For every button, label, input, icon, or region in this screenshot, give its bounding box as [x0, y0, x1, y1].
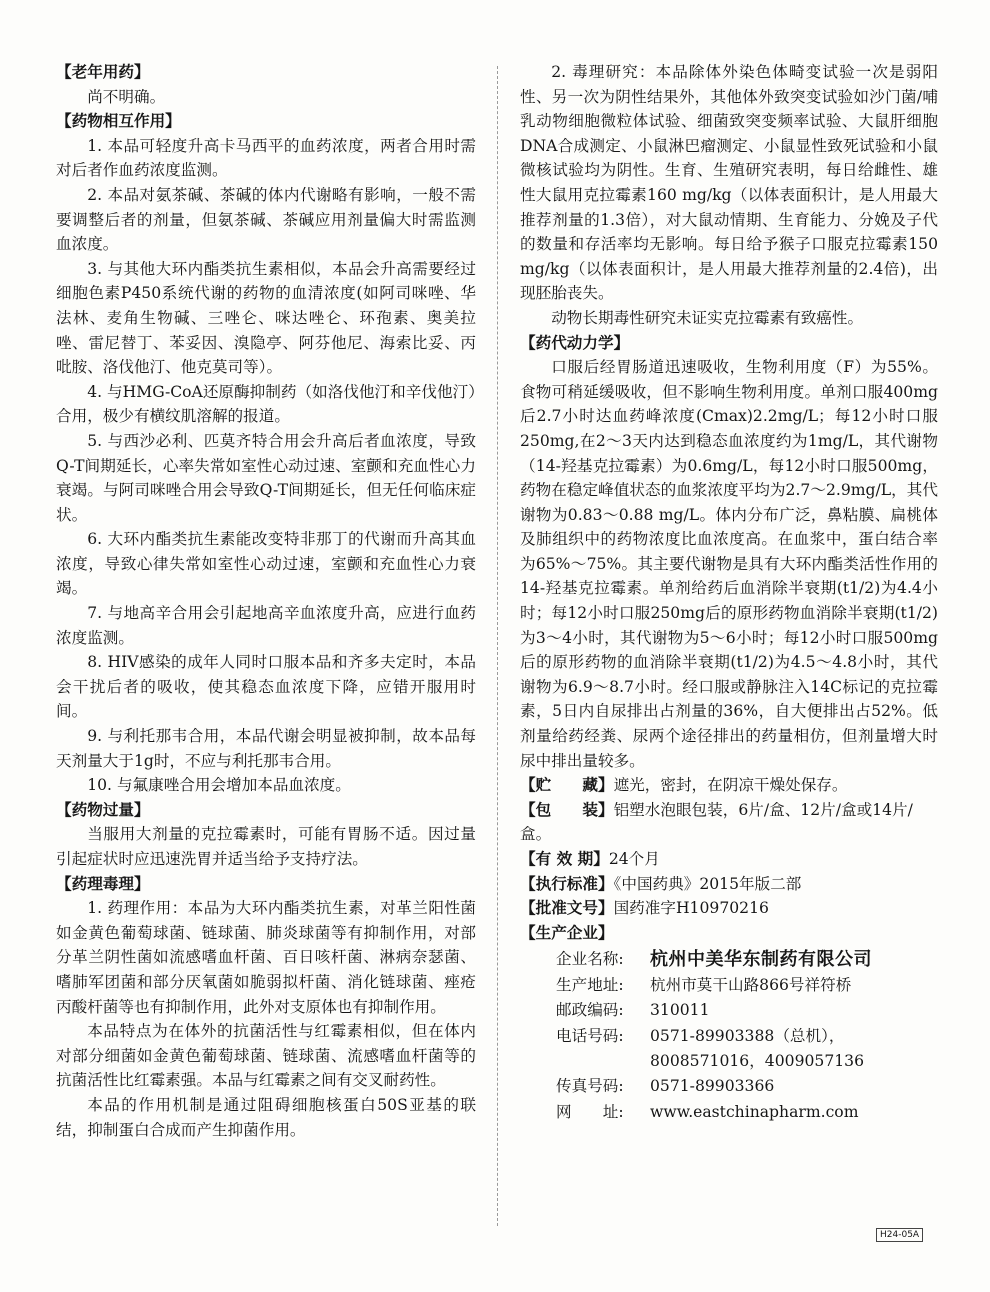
section-heading: 【老年用药】 [56, 63, 150, 81]
paragraph: 2. 本品对氨茶碱、茶碱的体内代谢略有影响，一般不需要调整后者的剂量，但氨茶碱、茶碱应用剂量偏大时需监测血浓度。 [56, 185, 476, 254]
company-web: www.eastchinapharm.com [650, 1102, 859, 1121]
left-column [56, 60, 476, 1142]
paragraph: 动物长期毒性研究未证实克拉霉素有致癌性。 [551, 308, 864, 327]
company-phone-1: 0571-89903388（总机）， [650, 1026, 845, 1045]
company-name: 杭州中美华东制药有限公司 [650, 949, 872, 971]
info-field [520, 896, 938, 921]
company-address-row [556, 973, 938, 998]
paragraph: 10. 与氟康唑合用会增加本品血浓度。 [87, 776, 351, 795]
company-info [520, 947, 938, 1125]
paragraph: 8. HIV感染的成年人同时口服本品和齐多夫定时，本品会干扰后者的吸收，使其稳态血浓度下降，应错开服用时间。 [56, 653, 476, 721]
company-address: 杭州市莫干山路866号祥符桥 [650, 975, 852, 994]
right-column [520, 60, 938, 1125]
paragraph: 尚不明确。 [87, 87, 166, 106]
company-phone-row [556, 1024, 938, 1075]
paragraph: 9. 与利托那韦合用，本品代谢会明显被抑制，故本品每天剂量大于1g时，不应与利托那韦合用。 [56, 727, 476, 770]
company-fax-row [556, 1074, 938, 1099]
company-name-label: 企业名称: [556, 950, 624, 969]
company-phone-label: 电话号码: [556, 1026, 624, 1045]
section-heading: 【药物过量】 [56, 800, 150, 819]
info-field-label: 【有 效 期】 [520, 850, 609, 868]
info-field-label: 【执行标准】 [520, 874, 614, 893]
column-divider [497, 66, 498, 1226]
company-phone [650, 1024, 938, 1075]
info-field [520, 773, 938, 798]
info-field [520, 798, 938, 847]
info-field-label: 【批准文号】 [520, 899, 614, 918]
info-field-value: 遮光，密封，在阴凉干燥处保存。 [613, 776, 848, 795]
paragraph: 7. 与地高辛合用会引起地高辛血浓度升高，应进行血药浓度监测。 [56, 604, 476, 647]
company-web-label: 网 址: [556, 1102, 624, 1121]
company-postcode: 310011 [650, 1001, 710, 1020]
paragraph: 1. 本品可轻度升高卡马西平的血药浓度，两者合用时需对后者作血药浓度监测。 [56, 136, 476, 180]
info-field [520, 872, 938, 897]
paragraph: 6. 大环内酯类抗生素能改变特非那丁的代谢而升高其血浓度，导致心律失常如室性心动过速，室颤和充血性心力衰竭。 [56, 530, 476, 598]
paragraph: 5. 与西沙必利、匹莫齐特合用会升高后者血浓度，导致Q-T间期延长，心率失常如室性心动过速、室颤和充血性心力衰竭。与阿司咪唑合用会导致Q-T间期延长，但无任何临床症状。 [56, 431, 476, 524]
paragraph: 当服用大剂量的克拉霉素时，可能有胃肠不适。因过量引起症状时应迅速洗胃并适当给予支持疗法。 [56, 825, 476, 868]
paragraph: 口服后经胃肠道迅速吸收，生物利用度（F）为55%。食物可稍延缓吸收，但不影响生物利用度。单剂口服400mg后2.7小时达血药峰浓度(Cmax)2.2mg/L；每12小时口服250mg,在2～3天内达到稳态血浓度约为1mg/L，其代谢物（14-羟基克拉霉素）为0.6mg/L，每12小时口服500mg，药物在稳定峰值状态的血浆浓度平均为2.7～2.9mg/L，其代谢物为0.83～0.88 mg/L。体内分布广泛，鼻粘膜、扁桃体及肺组织中的药物浓度比血浓度高。在血浆中，蛋白结合率为65%～75%。其主要代谢物是具有大环内酯类活性作用的14-羟基克拉霉素。单剂给药后血消除半衰期(t1/2)为4.4小时；每12小时口服250mg后的原形药物血消除半衰期(t1/2)为3～4小时，其代谢物为5～6小时；每12小时口服500mg后的原形药物的血消除半衰期(t1/2)为4.5～4.8小时，其代谢物为6.9～8.7小时。经口服或静脉注入14C标记的克拉霉素，5日内自尿排出占剂量的36%，自大便排出占52%。低剂量给药经粪、尿两个途径排出的药量相仿，但剂量增大时尿中排出量较多。 [520, 358, 938, 770]
paragraph: 2. 毒理研究：本品除体外染色体畸变试验一次是弱阳性、另一次为阴性结果外，其他体外致突变试验如沙门菌/哺乳动物细胞微粒体试验、细菌致突变频率试验、大鼠肝细胞DNA合成测定、小鼠淋巴瘤测定、小鼠显性致死试验和小鼠微核试验均为阴性。生育、生殖研究表明，每日给雌性、雄性大鼠用克拉霉素160 mg/kg（以体表面积计，是人用最大推荐剂量的1.3倍），对大鼠动情期、生育能力、分娩及子代的数量和存活率均无影响。每日给予猴子口服克拉霉素150 mg/kg（以体表面积计，是人用最大推荐剂量的2.4倍)，出现胚胎丧失。 [520, 63, 938, 303]
company-address-label: 生产地址: [556, 975, 624, 994]
info-field-value: 《中国药典》2015年版二部 [613, 874, 802, 893]
paragraph: 1. 药理作用：本品为大环内酯类抗生素，对革兰阳性菌如金黄色葡萄球菌、链球菌、肺炎球菌等有抑制作用，对部分革兰阴性菌如流感嗜血杆菌、百日咳杆菌、淋病奈瑟菌、嗜肺军团菌和部分厌氧菌如脆弱拟杆菌、消化链球菌、痤疮丙酸杆菌等也有抑制作用，此外对支原体也有抑制作用。 [56, 899, 476, 1016]
info-field-label: 【包 装】 [520, 800, 614, 819]
paragraph: 本品的作用机制是通过阻碍细胞核蛋白50S亚基的联结，抑制蛋白合成而产生抑菌作用。 [56, 1095, 476, 1139]
info-field-label: 【贮 藏】 [520, 776, 614, 795]
section-heading: 【生产企业】 [520, 923, 614, 942]
section-heading: 【药物相互作用】 [56, 112, 181, 131]
section-heading: 【药代动力学】 [520, 333, 630, 352]
company-name-row [556, 947, 938, 972]
info-field-value: 铝塑水泡眼包装，6片/盒、12片/盒或14片/盒。 [520, 800, 913, 844]
company-fax-label: 传真号码: [556, 1077, 624, 1096]
company-phone-2: 8008571016，4009057136 [650, 1052, 865, 1070]
company-fax: 0571-89903366 [650, 1077, 775, 1096]
company-postcode-row [556, 998, 938, 1023]
info-field-value: 24个月 [608, 850, 660, 868]
company-web-row [556, 1100, 938, 1125]
section-heading: 【药理毒理】 [56, 874, 150, 893]
company-postcode-label: 邮政编码: [556, 1001, 624, 1020]
info-field [520, 847, 938, 872]
paragraph: 4. 与HMG-CoA还原酶抑制药（如洛伐他汀和辛伐他汀）合用，极少有横纹肌溶解的报道。 [56, 382, 476, 426]
document-code: H24-05A [876, 1228, 923, 1242]
paragraph: 3. 与其他大环内酯类抗生素相似，本品会升高需要经过细胞色素P450系统代谢的药物的血清浓度(如阿司咪唑、华法林、麦角生物碱、三唑仑、咪达唑仑、环孢素、奥美拉唑、雷尼替丁、苯妥因、溴隐亭、阿芬他尼、海索比妥、丙吡胺、洛伐他汀、他克莫司等）。 [56, 259, 476, 377]
paragraph: 本品特点为在体外的抗菌活性与红霉素相似，但在体内对部分细菌如金黄色葡萄球菌、链球菌、流感嗜血杆菌等的抗菌活性比红霉素强。本品与红霉素之间有交叉耐药性。 [56, 1022, 476, 1090]
info-field-value: 国药准字H10970216 [613, 899, 769, 918]
